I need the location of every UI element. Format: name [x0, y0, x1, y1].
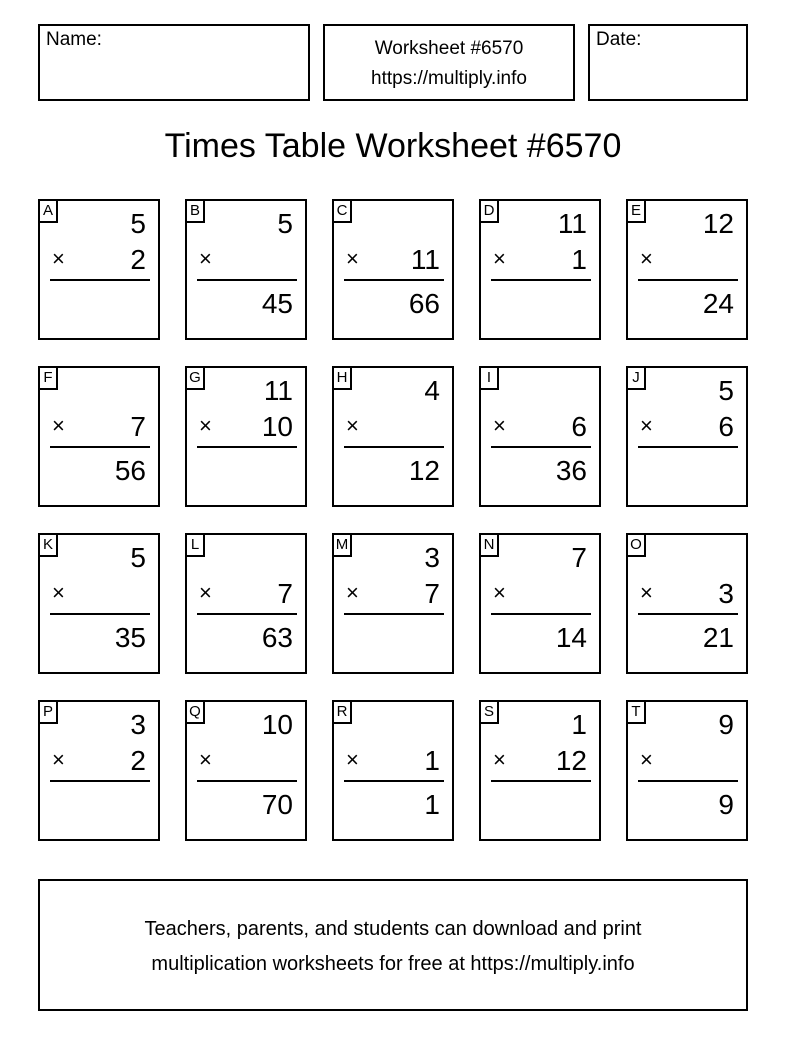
- multiplier: 12: [555, 745, 587, 776]
- page-title: Times Table Worksheet #6570: [164, 127, 622, 165]
- multiplier: 1: [571, 244, 587, 275]
- multiplier: 7: [424, 578, 440, 609]
- footer-line-1: Teachers, parents, and students can download and print: [144, 918, 642, 940]
- product: 63: [261, 622, 293, 653]
- problem-letter: G: [185, 366, 205, 390]
- problem-letter: S: [479, 700, 499, 724]
- answer-rule: [50, 279, 150, 281]
- answer-rule: [491, 446, 591, 448]
- problem-letter: O: [626, 533, 646, 557]
- answer-rule: [344, 446, 444, 448]
- multiplicand: 12: [702, 208, 734, 239]
- problem-card: [332, 533, 454, 674]
- product: 56: [114, 455, 146, 486]
- product: 36: [555, 455, 587, 486]
- worksheet-url: https://multiply.info: [371, 68, 527, 89]
- answer-rule: [638, 780, 738, 782]
- problem-card: [185, 700, 307, 841]
- multiply-sign: ×: [199, 747, 212, 772]
- multiplier: 11: [410, 244, 440, 275]
- multiplicand: 7: [571, 542, 587, 573]
- answer-rule: [491, 613, 591, 615]
- answer-rule: [491, 279, 591, 281]
- problem-letter: K: [38, 533, 58, 557]
- multiply-sign: ×: [640, 580, 653, 605]
- multiplicand: 5: [130, 208, 146, 239]
- problem-letter: D: [479, 199, 499, 223]
- multiply-sign: ×: [52, 413, 65, 438]
- problem-card: [626, 366, 748, 507]
- product: 45: [261, 288, 293, 319]
- problem-letter: P: [38, 700, 58, 724]
- multiplicand: 5: [277, 208, 293, 239]
- footer-text: [40, 912, 746, 982]
- problem-letter: N: [479, 533, 499, 557]
- problem-letter: B: [185, 199, 205, 223]
- problem-letter: Q: [185, 700, 205, 724]
- problem-card: [626, 533, 748, 674]
- name-field-box: [38, 24, 310, 101]
- multiplier: 1: [424, 745, 440, 776]
- product: 35: [114, 622, 146, 653]
- multiply-sign: ×: [346, 580, 359, 605]
- multiplier: 3: [718, 578, 734, 609]
- problem-card: [185, 366, 307, 507]
- multiplicand: 5: [718, 375, 734, 406]
- answer-rule: [50, 780, 150, 782]
- problem-card: [626, 700, 748, 841]
- answer-rule: [638, 279, 738, 281]
- multiplicand: 4: [424, 375, 440, 406]
- multiply-sign: ×: [199, 580, 212, 605]
- product: 24: [702, 288, 734, 319]
- multiply-sign: ×: [640, 246, 653, 271]
- product: 66: [408, 288, 440, 319]
- multiplier: 6: [571, 411, 587, 442]
- worksheet-number: Worksheet #6570: [374, 38, 524, 59]
- answer-rule: [638, 446, 738, 448]
- problem-card: [38, 199, 160, 340]
- multiplicand: 11: [557, 208, 587, 239]
- problem-card: [479, 366, 601, 507]
- problem-card: [479, 533, 601, 674]
- multiply-sign: ×: [199, 246, 212, 271]
- answer-rule: [197, 613, 297, 615]
- footer-line-2: multiplication worksheets for free at https://multiply.info: [151, 953, 635, 975]
- name-label: Name:: [46, 29, 102, 50]
- problem-letter: L: [185, 533, 205, 557]
- multiply-sign: ×: [346, 246, 359, 271]
- multiply-sign: ×: [493, 747, 506, 772]
- answer-rule: [50, 613, 150, 615]
- multiply-sign: ×: [640, 413, 653, 438]
- problem-card: [185, 533, 307, 674]
- multiplicand: 11: [263, 375, 293, 406]
- problem-card: [332, 366, 454, 507]
- answer-rule: [50, 446, 150, 448]
- multiply-sign: ×: [52, 580, 65, 605]
- problem-letter: T: [626, 700, 646, 724]
- problem-letter: J: [626, 366, 646, 390]
- answer-rule: [491, 780, 591, 782]
- product: 14: [555, 622, 587, 653]
- date-label: Date:: [596, 29, 642, 50]
- answer-rule: [197, 279, 297, 281]
- multiplier: 6: [718, 411, 734, 442]
- product: 70: [261, 789, 293, 820]
- worksheet-id-box: [323, 24, 575, 101]
- multiplicand: 10: [261, 709, 293, 740]
- multiplicand: 3: [130, 709, 146, 740]
- problem-letter: R: [332, 700, 352, 724]
- problem-card: [479, 199, 601, 340]
- multiplicand: 1: [571, 709, 587, 740]
- footer-box: [38, 879, 748, 1011]
- problem-card: [185, 199, 307, 340]
- answer-rule: [344, 780, 444, 782]
- answer-rule: [344, 613, 444, 615]
- problem-card: [38, 533, 160, 674]
- problem-letter: I: [479, 366, 499, 390]
- problem-letter: H: [332, 366, 352, 390]
- multiplier: 2: [130, 745, 146, 776]
- problem-card: [332, 199, 454, 340]
- problem-letter: A: [38, 199, 58, 223]
- problem-card: [38, 700, 160, 841]
- problem-card: [626, 199, 748, 340]
- problem-letter: E: [626, 199, 646, 223]
- product: 1: [424, 789, 440, 820]
- multiply-sign: ×: [52, 246, 65, 271]
- product: 21: [702, 622, 734, 653]
- date-field-box: [588, 24, 748, 101]
- multiplier: 10: [261, 411, 293, 442]
- answer-rule: [197, 780, 297, 782]
- problem-card: [479, 700, 601, 841]
- multiplicand: 9: [718, 709, 734, 740]
- multiply-sign: ×: [493, 580, 506, 605]
- product: 12: [408, 455, 440, 486]
- multiplicand: 3: [424, 542, 440, 573]
- problem-letter: C: [332, 199, 352, 223]
- problem-card: [38, 366, 160, 507]
- multiplier: 7: [277, 578, 293, 609]
- multiply-sign: ×: [52, 747, 65, 772]
- problem-letter: F: [38, 366, 58, 390]
- multiplier: 7: [130, 411, 146, 442]
- multiplier: 2: [130, 244, 146, 275]
- answer-rule: [344, 279, 444, 281]
- multiply-sign: ×: [640, 747, 653, 772]
- multiply-sign: ×: [199, 413, 212, 438]
- problem-card: [332, 700, 454, 841]
- multiply-sign: ×: [346, 747, 359, 772]
- problem-letter: M: [332, 533, 352, 557]
- answer-rule: [197, 446, 297, 448]
- multiply-sign: ×: [493, 246, 506, 271]
- product: 9: [718, 789, 734, 820]
- multiplicand: 5: [130, 542, 146, 573]
- multiply-sign: ×: [493, 413, 506, 438]
- multiply-sign: ×: [346, 413, 359, 438]
- answer-rule: [638, 613, 738, 615]
